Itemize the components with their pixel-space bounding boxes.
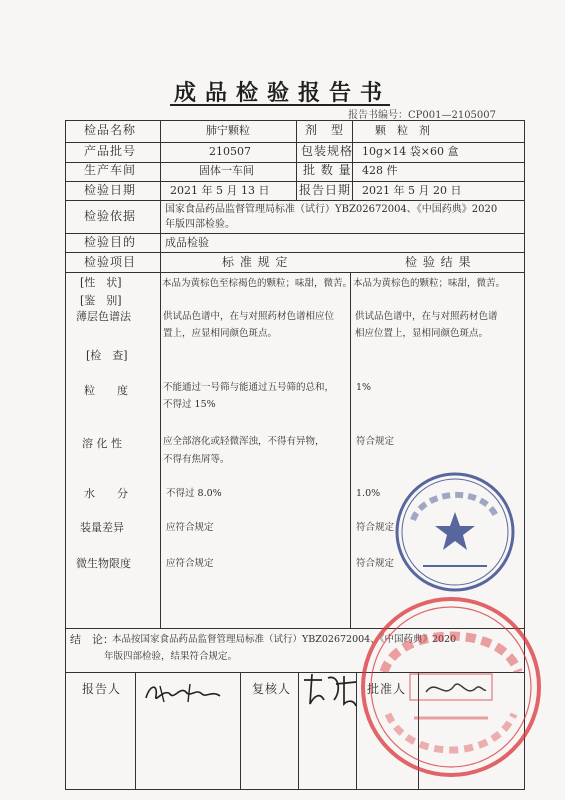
microbe-label: 微生物限度	[76, 557, 131, 570]
col-header-standard: 标 准 规 定	[222, 255, 289, 269]
col-rule	[350, 272, 351, 628]
quantity-value: 428 件	[362, 164, 398, 177]
report-number: 报告书编号：CP001—2105007	[348, 110, 497, 121]
granularity-result: 1%	[356, 382, 372, 393]
basis-line-2: 年版四部检验。	[165, 219, 235, 230]
moisture-standard: 不得过 8.0%	[166, 488, 222, 499]
quantity-label: 批 数 量	[303, 163, 352, 177]
reviewer-signature-icon	[300, 670, 360, 712]
product-name-value: 肺宁颗粒	[206, 124, 250, 137]
appearance-result: 本品为黄棕色的颗粒；味甜，微苦。	[353, 278, 506, 289]
document-title: 成品检验报告书	[173, 80, 391, 106]
reporter-signature-icon	[140, 676, 235, 708]
tlc-standard-1: 供试品色谱中，在与对照药材色谱相应位	[163, 311, 335, 322]
solubility-result: 符合规定	[356, 436, 395, 447]
section-identification: [鉴 别]	[80, 294, 122, 307]
tlc-standard-2: 置上，应显相同颜色斑点。	[163, 328, 278, 339]
approver-label: 批准人	[367, 682, 407, 696]
report-date-value: 2021 年 5 月 20 日	[362, 184, 462, 197]
batch-value: 210507	[209, 145, 251, 158]
section-check: [检 查]	[86, 349, 128, 362]
reporter-label: 报告人	[82, 682, 122, 696]
package-value: 10g×14 袋×60 盒	[362, 145, 459, 158]
granularity-label: 粒 度	[84, 384, 128, 397]
solubility-standard-2: 不得有焦屑等。	[163, 454, 230, 465]
basis-line-1: 国家食品药品监督管理局标准（试行）YBZ02672004、《中国药典》2020	[165, 204, 498, 215]
dosage-form-value: 颗 粒 剂	[375, 124, 430, 137]
loading-label: 装量差异	[80, 521, 124, 534]
col-rule	[352, 120, 353, 200]
test-date-value: 2021 年 5 月 13 日	[170, 184, 270, 197]
loading-standard: 应符合规定	[166, 522, 214, 533]
company-seal-stamp-icon	[358, 594, 544, 780]
moisture-result: 1.0%	[356, 488, 381, 499]
col-rule	[296, 120, 297, 200]
tlc-result-2: 相应位置上，显相同颜色斑点。	[355, 328, 489, 339]
row-rule	[65, 252, 525, 253]
col-rule	[240, 672, 241, 790]
solubility-label: 溶 化 性	[82, 437, 122, 450]
row-rule	[65, 233, 525, 234]
row-rule	[65, 181, 525, 182]
report-date-label: 报告日期	[299, 183, 352, 197]
granularity-standard-2: 不得过 15%	[163, 399, 216, 410]
batch-label: 产品批号	[84, 144, 137, 158]
col-rule	[298, 672, 299, 790]
conclusion-label: 结 论：	[70, 633, 114, 646]
dosage-form-label: 剂 型	[305, 123, 345, 137]
conclusion-line-1: 本品按国家食品药品监督管理局标准（试行）YBZ02672004、《中国药典》2020	[112, 634, 457, 645]
product-name-label: 检品名称	[84, 123, 137, 137]
row-rule	[65, 200, 525, 201]
quality-department-stamp-icon	[393, 470, 517, 594]
microbe-standard: 应符合规定	[166, 558, 214, 569]
section-appearance: [性 状]	[80, 276, 122, 289]
row-rule	[65, 272, 525, 273]
col-header-item: 检验项目	[84, 255, 137, 269]
purpose-value: 成品检验	[165, 236, 209, 249]
basis-label: 检验依据	[84, 209, 137, 223]
col-rule	[135, 672, 136, 790]
test-date-label: 检验日期	[84, 183, 137, 197]
granularity-standard-1: 不能通过一号筛与能通过五号筛的总和，	[163, 382, 335, 393]
workshop-value: 固体一车间	[199, 164, 254, 177]
workshop-label: 生产车间	[84, 163, 137, 177]
package-label: 包装规格	[301, 144, 354, 158]
loading-result: 符合规定	[356, 522, 395, 533]
row-rule	[65, 142, 525, 143]
moisture-label: 水 分	[84, 487, 128, 500]
tlc-result-1: 供试品色谱中，在与对照药材色谱	[355, 311, 498, 322]
appearance-standard: 本品为黄棕色至棕褐色的颗粒；味甜，微苦。	[162, 278, 353, 289]
reviewer-label: 复核人	[252, 682, 292, 696]
purpose-label: 检验目的	[84, 235, 137, 249]
col-rule	[160, 120, 161, 628]
tlc-label: 薄层色谱法	[76, 310, 131, 323]
conclusion-line-2: 年版四部检验，结果符合规定。	[104, 651, 238, 662]
col-header-result: 检 验 结 果	[405, 255, 472, 269]
solubility-standard-1: 应全部溶化或轻微浑浊，不得有异物，	[163, 436, 325, 447]
microbe-result: 符合规定	[356, 558, 395, 569]
